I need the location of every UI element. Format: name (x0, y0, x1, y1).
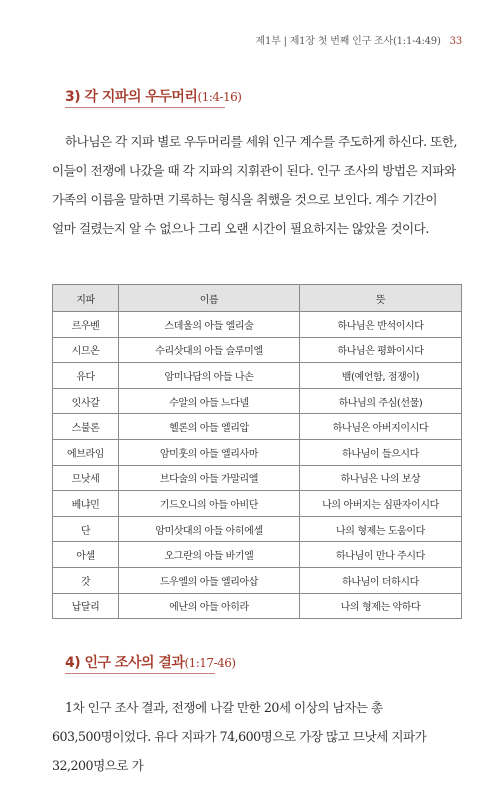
tribe-cell: 아셀 (53, 542, 119, 568)
tribe-cell: 잇사갈 (53, 388, 119, 414)
section-4-ref: (1:17-46) (184, 656, 236, 670)
running-head-text: 제1부 | 제1장 첫 번째 인구 조사(1:1-4:49) (255, 36, 441, 47)
tribe-cell: 르우벤 (53, 312, 119, 338)
header-tribe: 지파 (53, 285, 119, 312)
name-cell: 수알의 아들 느다넬 (119, 388, 300, 414)
tribe-cell: 베냐민 (53, 491, 119, 517)
paragraph-census-result: 1차 인구 조사 결과, 전쟁에 나갈 만한 20세 이상의 남자는 총 603,500명이었다. 유다 지파가 74,600명으로 가장 많고 므낫세 지파가 32,200명으로 가 (52, 700, 427, 773)
meaning-cell: 하나님이 들으시다 (300, 439, 462, 465)
table-row (53, 439, 462, 465)
table-row (53, 363, 462, 389)
name-cell: 브다술의 아들 가말리엘 (119, 465, 300, 491)
name-cell: 스데울의 아들 엘리술 (119, 312, 300, 338)
table-row (53, 465, 462, 491)
section-3-title: 3) 각 지파의 우두머리 (65, 89, 198, 105)
section-3-heading (65, 86, 241, 106)
header-name: 이름 (119, 285, 300, 312)
meaning-cell: 하나님은 나의 보상 (300, 465, 462, 491)
tribe-cell: 단 (53, 516, 119, 542)
table-row (53, 312, 462, 338)
section-4-underline (65, 673, 215, 674)
name-cell: 암미삿대의 아들 아히에셀 (119, 516, 300, 542)
meaning-cell: 하나님이 만나 주시다 (300, 542, 462, 568)
meaning-cell: 나의 형제는 도움이다 (300, 516, 462, 542)
running-head (256, 32, 462, 47)
section-4-heading (65, 652, 236, 672)
meaning-cell: 하나님의 주심(선물) (300, 388, 462, 414)
table-row (53, 542, 462, 568)
table-row (53, 337, 462, 363)
name-cell: 헬론의 아들 엘리압 (119, 414, 300, 440)
name-cell: 드우엘의 아들 엘리아삽 (119, 567, 300, 593)
table-row (53, 491, 462, 517)
header-meaning: 뜻 (300, 285, 462, 312)
table-row (53, 593, 462, 619)
name-cell: 암미훗의 아들 엘리사마 (119, 439, 300, 465)
meaning-cell: 나의 형제는 악하다 (300, 593, 462, 619)
tribe-cell: 므낫세 (53, 465, 119, 491)
meaning-cell: 하나님은 아버지이시다 (300, 414, 462, 440)
tribe-cell: 에브라임 (53, 439, 119, 465)
meaning-cell: 하나님은 평화이시다 (300, 337, 462, 363)
meaning-cell: 하나님이 더하시다 (300, 567, 462, 593)
tribe-cell: 유다 (53, 363, 119, 389)
name-cell: 에난의 아들 아히라 (119, 593, 300, 619)
page-number: 33 (449, 36, 462, 47)
table-row (53, 388, 462, 414)
meaning-cell: 뱀(예언함, 점쟁이) (300, 363, 462, 389)
tribe-cell: 시므온 (53, 337, 119, 363)
table-row (53, 414, 462, 440)
meaning-cell: 나의 아버지는 심판자이시다 (300, 491, 462, 517)
table-row (53, 567, 462, 593)
name-cell: 오그란의 아들 바기엘 (119, 542, 300, 568)
tribe-cell: 갓 (53, 567, 119, 593)
table-header-row (53, 285, 462, 312)
section-4-title: 4) 인구 조사의 결과 (65, 655, 185, 671)
meaning-cell: 하나님은 반석이시다 (300, 312, 462, 338)
section-3-ref: (1:4-16) (197, 90, 242, 104)
paragraph-tribal-leaders: 하나님은 각 지파 별로 우두머리를 세워 인구 계수를 주도하게 하신다. 또한, 이들이 전쟁에 나갔을 때 각 지파의 지휘관이 된다. 인구 조사의 방법은 지파와 가족의 이름을 말하면 기록하는 형식을 취했을 것으로 보인다. 계수 기간이 얼마 걸렸는지 알 수 없으나 그리 오랜 시간이 필요하지는 않았을 것이다. (52, 134, 458, 236)
name-cell: 암미나답의 아들 나손 (119, 363, 300, 389)
tribe-leaders-table (52, 284, 462, 619)
tribe-cell: 스불론 (53, 414, 119, 440)
section-3-underline (65, 107, 225, 108)
name-cell: 수리삿대의 아들 슬루미엘 (119, 337, 300, 363)
table-row (53, 516, 462, 542)
tribe-cell: 납달리 (53, 593, 119, 619)
name-cell: 기드오니의 아들 아비단 (119, 491, 300, 517)
